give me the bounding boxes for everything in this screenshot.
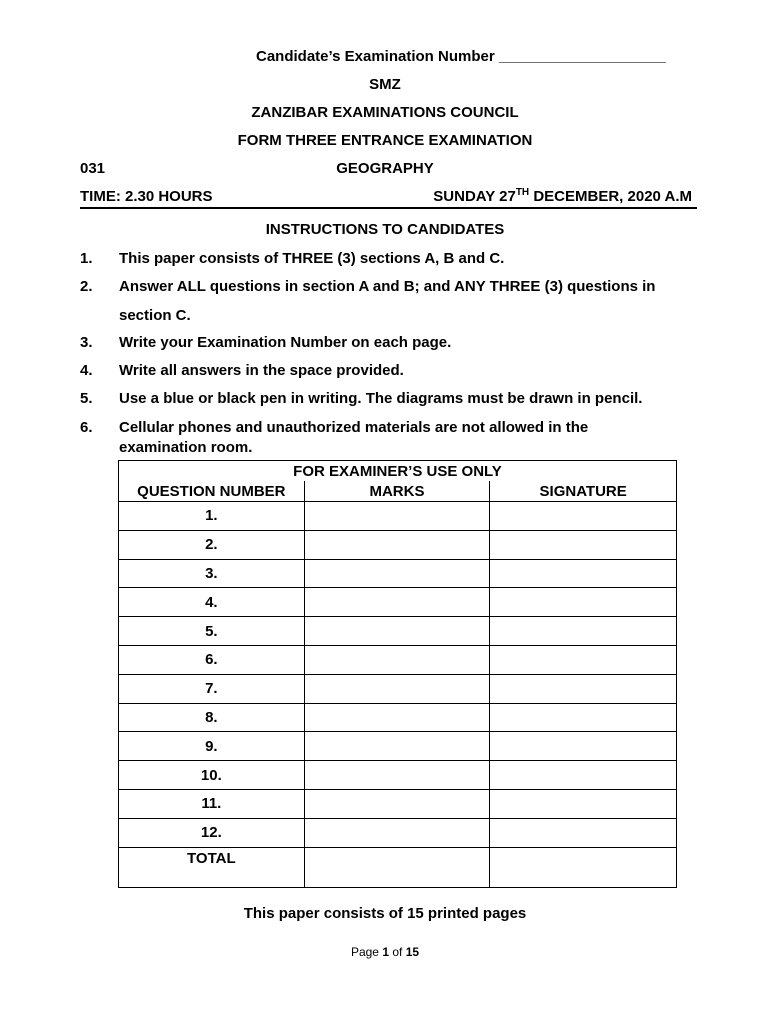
examiner-table [118,460,677,888]
marks-cell[interactable] [304,559,490,588]
table-row [119,588,677,617]
marks-cell[interactable] [304,789,490,818]
marks-cell[interactable] [304,588,490,617]
instruction-number: 2. [80,278,93,295]
signature-cell[interactable] [490,674,677,703]
table-row [119,732,677,761]
marks-cell[interactable] [304,645,490,674]
exam-time: TIME: 2.30 HOURS [80,188,213,205]
total-marks-cell[interactable] [304,847,490,887]
marks-cell[interactable] [304,617,490,646]
exam-date-suffix: DECEMBER, 2020 A.M [529,188,692,205]
table-row [119,502,677,531]
column-header-question: QUESTION NUMBER [119,481,305,502]
question-number-cell: 3. [119,559,305,588]
instruction-number: 3. [80,334,93,351]
question-number-cell: 7. [119,674,305,703]
instruction-number: 1. [80,250,93,267]
table-row [119,530,677,559]
signature-cell[interactable] [490,818,677,847]
marks-cell[interactable] [304,732,490,761]
signature-cell[interactable] [490,645,677,674]
signature-cell[interactable] [490,588,677,617]
candidate-number-blank: ____________________ [498,48,666,65]
instruction-text: This paper consists of THREE (3) sections A, B and C. [119,250,505,267]
question-number-cell: 12. [119,818,305,847]
question-number-cell: 1. [119,502,305,531]
signature-cell[interactable] [490,789,677,818]
column-header-marks: MARKS [304,481,490,502]
signature-cell[interactable] [490,617,677,646]
question-number-cell: 10. [119,761,305,790]
table-row [119,789,677,818]
table-row [119,703,677,732]
table-row [119,761,677,790]
candidate-number-label: Candidate’s Examination Number [256,48,495,65]
printed-pages-note: This paper consists of 15 printed pages [243,905,527,922]
subject-code: 031 [80,160,106,177]
exam-date-prefix: SUNDAY 27 [433,188,516,205]
total-row [119,847,677,887]
column-header-signature: SIGNATURE [490,481,677,502]
question-number-cell: 9. [119,732,305,761]
instruction-text: Write your Examination Number on each page. [119,334,452,351]
exam-name-heading: FORM THREE ENTRANCE EXAMINATION [237,132,533,149]
instruction-text: Answer ALL questions in section A and B; and ANY THREE (3) questions in [119,278,656,295]
signature-cell[interactable] [490,559,677,588]
total-signature-cell[interactable] [490,847,677,887]
page-indicator [0,945,770,959]
subject-name: GEOGRAPHY [336,160,434,177]
question-number-cell: 8. [119,703,305,732]
table-row [119,559,677,588]
instruction-number: 5. [80,390,93,407]
exam-date-sup: TH [515,187,530,198]
instruction-text-continued: examination room. [119,439,253,456]
of-word: of [392,945,403,959]
instruction-text: Cellular phones and unauthorized materials are not allowed in the [119,419,589,436]
page-word: Page [350,945,379,959]
signature-cell[interactable] [490,732,677,761]
instruction-number: 4. [80,362,93,379]
question-number-cell: 5. [119,617,305,646]
candidate-number-line [256,48,666,65]
instructions-title: INSTRUCTIONS TO CANDIDATES [265,221,505,238]
marks-cell[interactable] [304,761,490,790]
smz-heading: SMZ [369,76,401,93]
marks-cell[interactable] [304,703,490,732]
marks-cell[interactable] [304,674,490,703]
header-divider [80,207,697,209]
instruction-text: Write all answers in the space provided. [119,362,404,379]
question-number-cell: 6. [119,645,305,674]
table-row [119,617,677,646]
signature-cell[interactable] [490,703,677,732]
question-number-cell: 2. [119,530,305,559]
examiner-table-title: FOR EXAMINER’S USE ONLY [119,461,677,482]
signature-cell[interactable] [490,502,677,531]
total-label-cell: TOTAL [119,847,305,887]
instruction-number: 6. [80,419,93,436]
council-heading: ZANZIBAR EXAMINATIONS COUNCIL [251,104,519,121]
signature-cell[interactable] [490,530,677,559]
table-row [119,674,677,703]
marks-cell[interactable] [304,818,490,847]
question-number-cell: 4. [119,588,305,617]
exam-date [433,188,692,205]
marks-cell[interactable] [304,530,490,559]
signature-cell[interactable] [490,761,677,790]
marks-cell[interactable] [304,502,490,531]
table-row [119,818,677,847]
page-number: 1 [382,945,389,959]
question-number-cell: 11. [119,789,305,818]
instruction-text: Use a blue or black pen in writing. The diagrams must be drawn in pencil. [119,390,643,407]
table-row [119,645,677,674]
page-total: 15 [405,945,420,959]
instruction-text-continued: section C. [119,307,191,324]
